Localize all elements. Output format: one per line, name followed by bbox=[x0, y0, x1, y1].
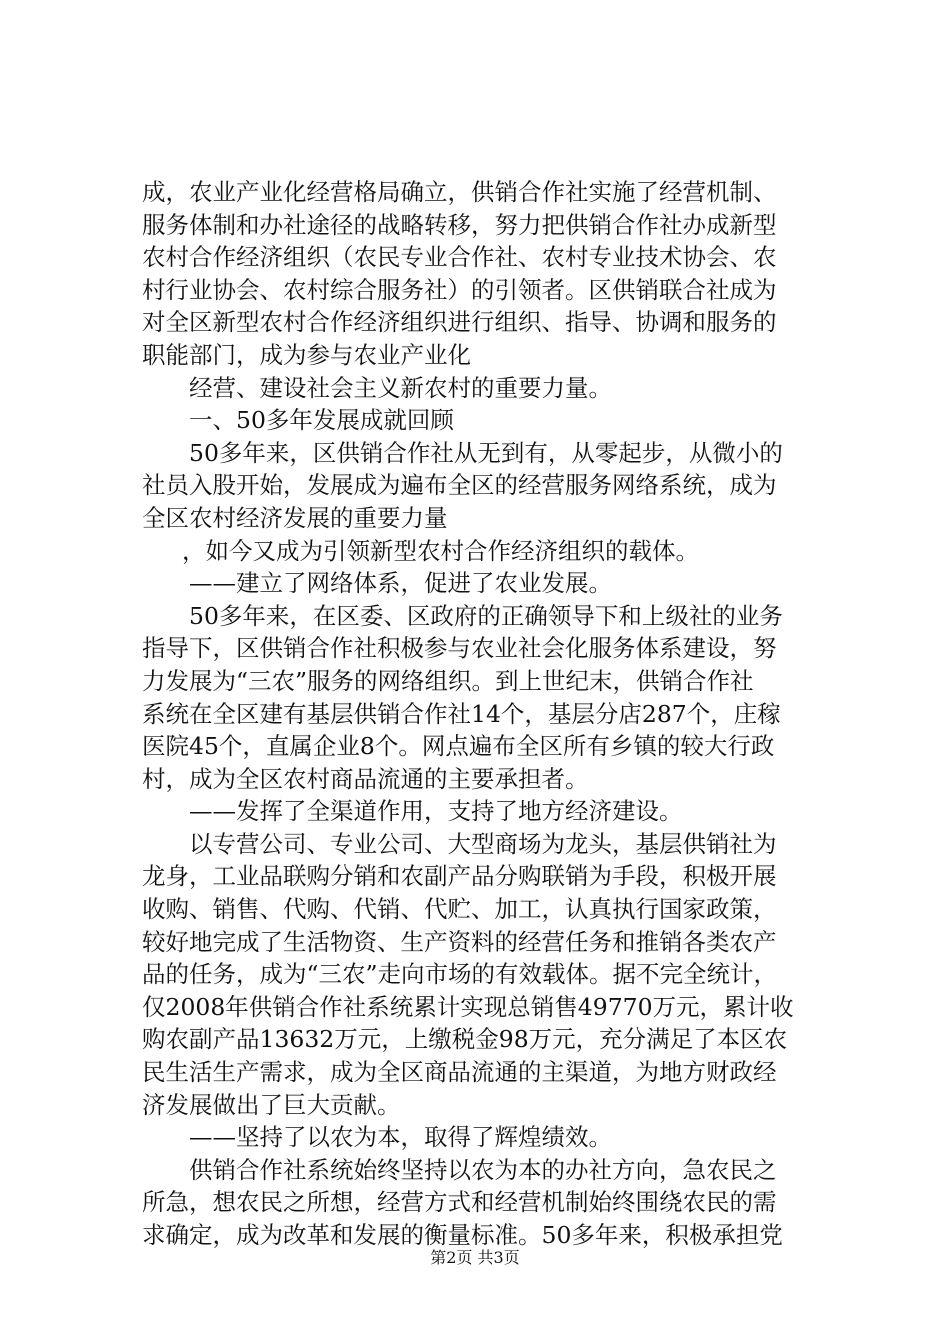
text-line: 民生活生产需求，成为全区商品流通的主渠道，为地方财政经 bbox=[142, 1058, 777, 1087]
text-line: 成，农业产业化经营格局确立，供销合作社实施了经营机制、 bbox=[142, 178, 777, 206]
text-line: 较好地完成了生活物资、生产资料的经营任务和推销各类农产 bbox=[142, 927, 777, 956]
text-line: 经营、建设社会主义新农村的重要力量。 bbox=[189, 373, 612, 402]
text-line: ——坚持了以农为本，取得了辉煌绩效。 bbox=[189, 1123, 612, 1152]
text-line: 龙身，工业品联购分销和农副产品分购联销为手段，积极开展 bbox=[142, 862, 777, 891]
text-line: 农村合作经济组织（农民专业合作社、农村专业技术协会、农 bbox=[142, 243, 777, 272]
text-line: 求确定，成为改革和发展的衡量标准。50多年来，积极承担党 bbox=[142, 1221, 783, 1249]
text-line: 村行业协会、农村综合服务社）的引领者。区供销联合社成为 bbox=[142, 275, 777, 304]
text-line: 50多年来，区供销合作社从无到有，从零起步，从微小的 bbox=[189, 438, 783, 467]
text-line: ——发挥了全渠道作用，支持了地方经济建设。 bbox=[189, 797, 683, 826]
text-line: 仅2008年供销合作社系统累计实现总销售49770万元，累计收 bbox=[142, 992, 794, 1021]
text-line: 对全区新型农村合作经济组织进行组织、指导、协调和服务的 bbox=[142, 308, 777, 337]
text-line: 全区农村经济发展的重要力量 bbox=[142, 503, 448, 532]
document-body bbox=[142, 176, 830, 1252]
text-line: 村，成为全区农村商品流通的主要承担者。 bbox=[142, 764, 589, 793]
text-line: 力发展为“三农”服务的网络组织。到上世纪末，供销合作社 bbox=[142, 666, 754, 695]
text-line: 济发展做出了巨大贡献。 bbox=[142, 1090, 401, 1119]
text-line: 供销合作社系统始终坚持以农为本的办社方向，急农民之 bbox=[189, 1155, 777, 1184]
text-line: ，如今又成为引领新型农村合作经济组织的载体。 bbox=[182, 536, 699, 565]
text-line: 50多年来，在区委、区政府的正确领导下和上级社的业务 bbox=[189, 601, 783, 630]
text-line: 职能部门，成为参与农业产业化 bbox=[142, 340, 471, 369]
text-line: ——建立了网络体系，促进了农业发展。 bbox=[189, 569, 612, 598]
text-line: 所急，想农民之所想，经营方式和经营机制始终围绕农民的需 bbox=[142, 1188, 777, 1217]
text-line: 一、50多年发展成就回顾 bbox=[189, 406, 454, 435]
text-line: 社员入股开始，发展成为遍布全区的经营服务网络系统，成为 bbox=[142, 471, 777, 500]
text-line: 服务体制和办社途径的战略转移，努力把供销合作社办成新型 bbox=[142, 210, 777, 239]
text-line: 品的任务，成为“三农”走向市场的有效载体。据不完全统计， bbox=[142, 960, 778, 989]
text-line: 系统在全区建有基层供销合作社14个，基层分店287个，庄稼 bbox=[142, 699, 781, 728]
text-line: 医院45个，直属企业8个。网点遍布全区所有乡镇的较大行政 bbox=[142, 732, 775, 761]
text-line: 收购、销售、代购、代销、代贮、加工，认真执行国家政策， bbox=[142, 895, 777, 924]
text-line: 指导下，区供销合作社积极参与农业社会化服务体系建设，努 bbox=[142, 634, 777, 663]
text-line: 以专营公司、专业公司、大型商场为龙头，基层供销社为 bbox=[189, 829, 777, 858]
page-footer: 第2页 共3页 bbox=[430, 1248, 520, 1267]
text-line: 购农副产品13632万元，上缴税金98万元，充分满足了本区农 bbox=[142, 1025, 788, 1054]
